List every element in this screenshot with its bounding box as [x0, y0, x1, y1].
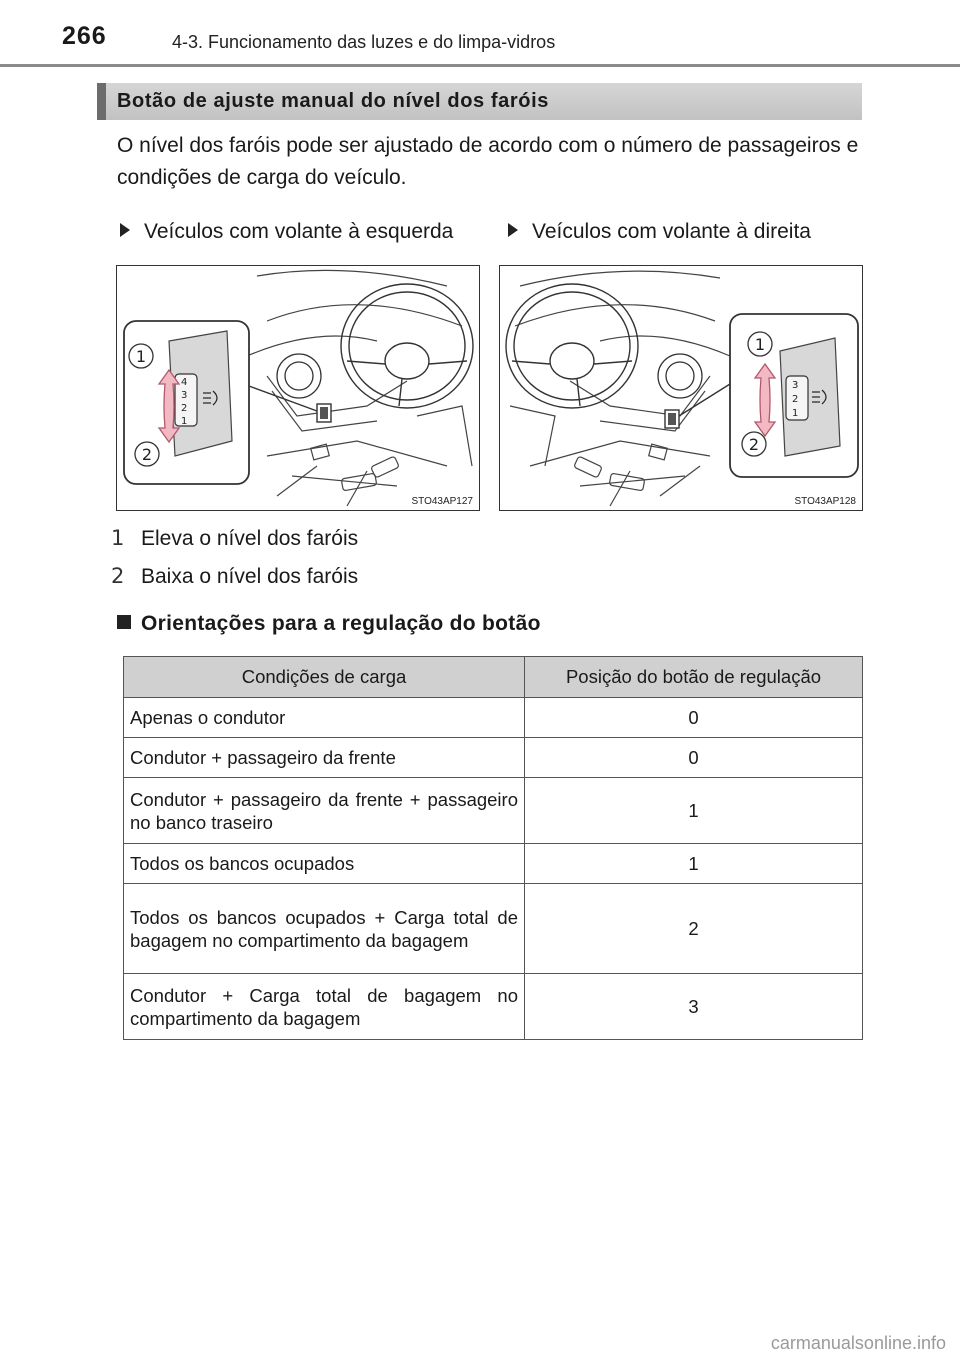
variant-right-text: Veículos com volante à direita	[532, 220, 811, 243]
callout-number: 1	[754, 335, 766, 354]
callout-number: 2	[748, 435, 760, 454]
dial-mark: 4	[181, 377, 188, 388]
steering-wheel-icon	[506, 284, 638, 408]
column-header-conditions: Condições de carga	[124, 657, 525, 698]
position-cell: 1	[525, 778, 863, 844]
condition-cell: Apenas o condutor	[124, 698, 525, 738]
legend-text: Baixa o nível dos faróis	[141, 565, 359, 588]
figure-code: STO43AP127	[411, 496, 473, 507]
condition-cell: Todos os bancos ocupados + Carga total de bagagem no compartimento da bagagem	[124, 884, 525, 974]
table-row	[124, 778, 863, 844]
table-row	[124, 974, 863, 1040]
dial-mark: 1	[792, 408, 799, 419]
steering-wheel-icon	[341, 284, 473, 408]
legend-number: 1	[111, 526, 125, 550]
position-cell: 0	[525, 738, 863, 778]
running-header: 4-3. Funcionamento das luzes e do limpa-vidros	[172, 32, 556, 52]
triangle-bullet-icon	[120, 223, 130, 237]
triangle-bullet-icon	[508, 223, 518, 237]
table-row	[124, 884, 863, 974]
column-header-position: Posição do botão de regulação	[525, 657, 863, 698]
illustration-right-hand-drive	[499, 265, 863, 511]
watermark: carmanualsonline.info	[770, 1333, 946, 1353]
dial-mark: 1	[181, 416, 188, 427]
dashboard-left-drawing	[117, 266, 479, 510]
condition-cell: Condutor + passageiro da frente	[124, 738, 525, 778]
position-cell: 2	[525, 884, 863, 974]
dial-mark: 3	[792, 380, 799, 391]
gauge-icon	[658, 354, 702, 398]
subheading	[117, 612, 541, 636]
section-title: Botão de ajuste manual do nível dos faróis	[117, 90, 549, 112]
gauge-icon	[277, 354, 321, 398]
legend-item-2	[111, 564, 358, 589]
subheading-text: Orientações para a regulação do botão	[141, 612, 541, 635]
table-row	[124, 738, 863, 778]
variant-left-label	[120, 220, 453, 244]
header-rule	[0, 64, 960, 67]
position-cell: 0	[525, 698, 863, 738]
legend-number: 2	[111, 564, 125, 588]
condition-cell: Condutor + passageiro da frente + passageiro no banco traseiro	[124, 778, 525, 844]
condition-cell: Condutor + Carga total de bagagem no compartimento da bagagem	[124, 974, 525, 1040]
illustration-left-hand-drive	[116, 265, 480, 511]
section-title-bar	[97, 83, 862, 120]
intro-paragraph: O nível dos faróis pode ser ajustado de acordo com o número de passageiros e condições de carga do veículo.	[117, 134, 859, 189]
dial-mark: 2	[792, 394, 799, 405]
section-bar-accent	[97, 83, 106, 120]
square-bullet-icon	[117, 615, 131, 629]
legend-item-1	[111, 526, 358, 551]
table-header-row	[124, 657, 863, 698]
condition-cell: Todos os bancos ocupados	[124, 844, 525, 884]
load-conditions-table	[123, 656, 863, 1040]
position-cell: 3	[525, 974, 863, 1040]
legend-text: Eleva o nível dos faróis	[141, 527, 359, 550]
table-row	[124, 844, 863, 884]
dial-mark: 2	[181, 403, 188, 414]
page-number: 266	[62, 22, 107, 50]
dashboard-right-drawing	[500, 266, 862, 510]
callout-number: 2	[141, 445, 153, 464]
variant-right-label	[508, 220, 811, 244]
figure-code: STO43AP128	[794, 496, 856, 507]
dial-mark: 3	[181, 390, 188, 401]
position-cell: 1	[525, 844, 863, 884]
variant-left-text: Veículos com volante à esquerda	[144, 220, 454, 243]
callout-number: 1	[135, 347, 147, 366]
table-row	[124, 698, 863, 738]
